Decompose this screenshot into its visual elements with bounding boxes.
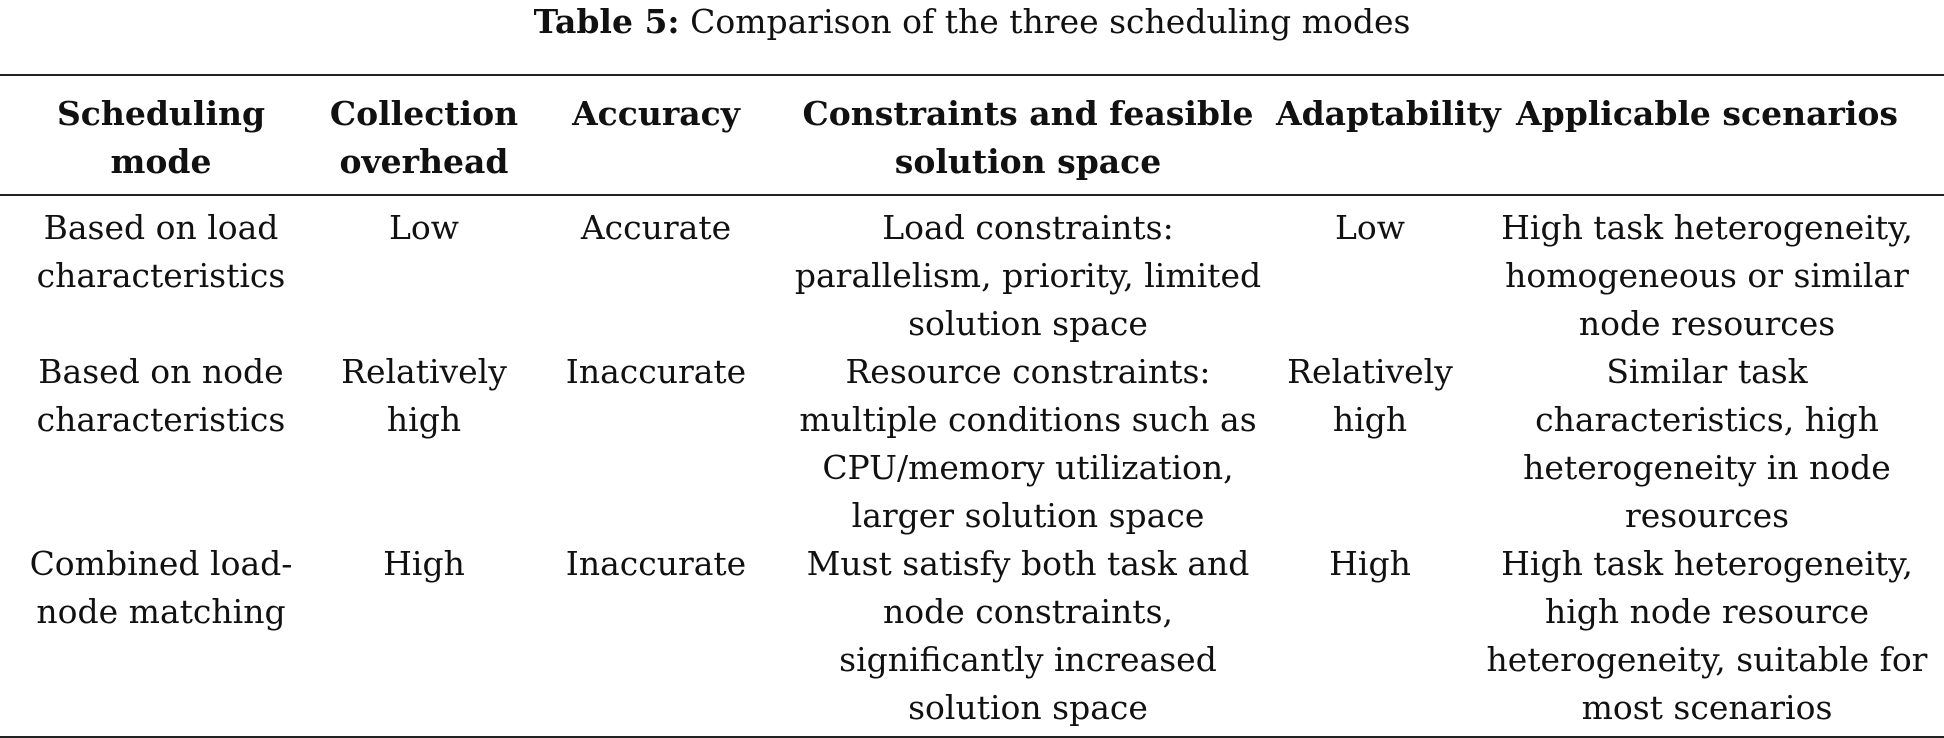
cell-accuracy: Inaccurate [526,540,786,737]
table-header-row [0,75,1944,195]
table-row [0,348,1944,540]
cell-constraints: Must satisfy both task and node constraints, significantly increased solution space [786,540,1270,737]
cell-constraints: Load constraints: parallelism, priority, limited solution space [794,208,1262,343]
comparison-table [0,74,1944,738]
table-caption [0,0,1944,50]
table-caption-label: Table 5: [533,2,680,41]
header-constraints: Constraints and feasible solution space [786,75,1270,195]
header-scheduling-mode: Scheduling mode [0,75,322,195]
cell-applicable-scenarios: High task heterogeneity, high node resource heterogeneity, suitable for most scenarios [1470,540,1944,737]
table-row [0,195,1944,348]
header-collection-overhead: Collection overhead [322,75,526,195]
cell-scheduling-mode: Combined load-node matching [0,540,322,737]
cell-applicable-scenarios: Similar task characteristics, high heterogeneity in node resources [1523,352,1891,535]
cell-adaptability: Low [1334,208,1406,247]
cell-collection-overhead: High [322,540,526,737]
cell-collection-overhead: Low [388,208,460,247]
header-accuracy: Accuracy [526,75,786,195]
cell-collection-overhead: Relatively high [341,352,507,439]
cell-adaptability: Relatively high [1287,352,1453,439]
cell-scheduling-mode: Based on load characteristics [36,208,286,295]
cell-adaptability: High [1270,540,1470,737]
header-adaptability: Adaptability [1270,75,1470,195]
cell-accuracy: Accurate [580,208,732,247]
cell-scheduling-mode: Based on node characteristics [36,352,286,439]
table-row [0,540,1944,737]
table-caption-text: Comparison of the three scheduling modes [690,2,1411,41]
header-applicable-scenarios: Applicable scenarios [1470,75,1944,195]
cell-constraints: Resource constraints: multiple conditions such as CPU/memory utilization, larger solution space [799,352,1257,535]
cell-applicable-scenarios: High task heterogeneity, homogeneous or similar node resources [1501,208,1913,343]
cell-accuracy: Inaccurate [565,352,747,391]
